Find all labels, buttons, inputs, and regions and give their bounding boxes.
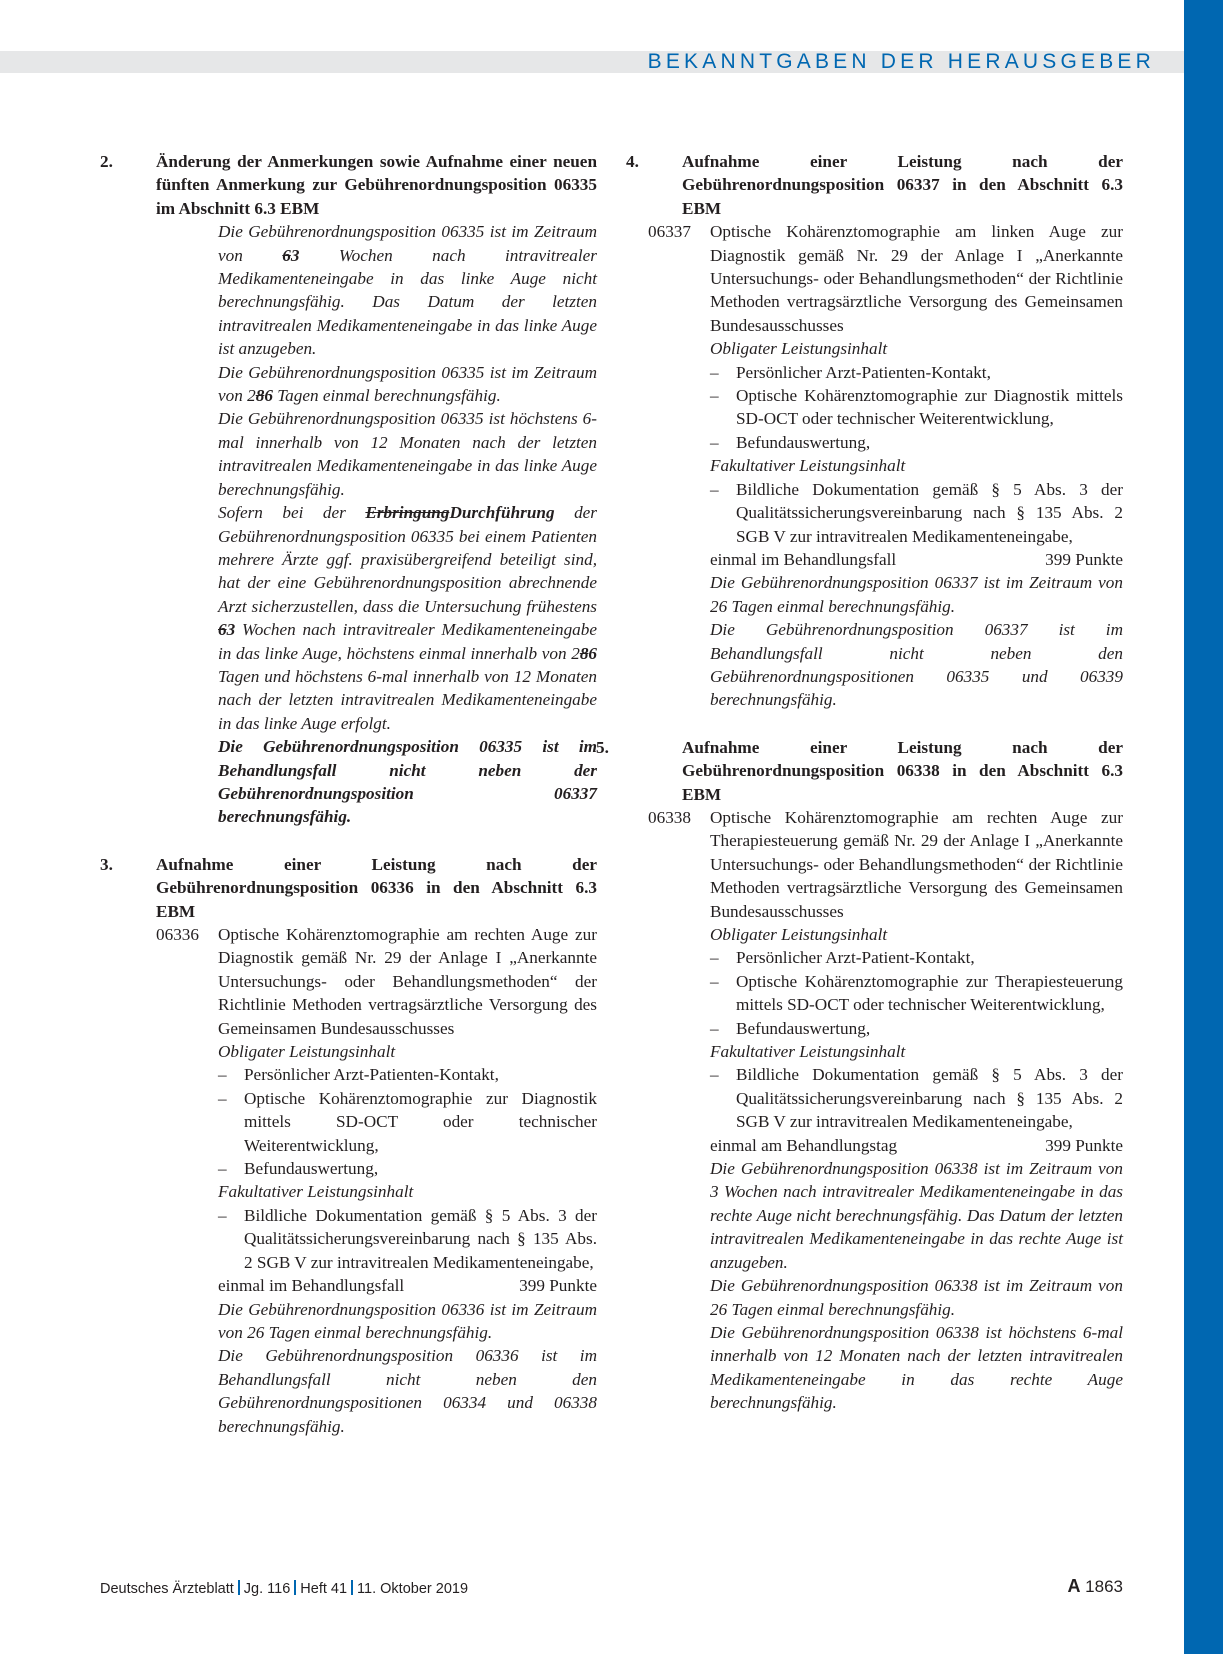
deleted-text: 8 <box>579 643 589 663</box>
fee-position-description: Optische Kohärenztomographie am linken Auge zur Diagnostik gemäß Nr. 29 der Anlage I „Anerkannte Untersuchungs- oder Behandlungsmethoden“ der Richtlinie Methoden vertragsärztliche Versorgung des Gemeinsamen Bundesausschusses <box>710 222 1123 335</box>
list-item: – Bildliche Dokumentation gemäß § 5 Abs. 3 der Qualitätssicherungsvereinbarung nach § 135 Abs. 2 SGB V zur intravitrealen Medikamenteneingabe, <box>218 1204 597 1274</box>
separator <box>351 1580 353 1595</box>
section-5 <box>596 736 1123 1415</box>
note-paragraph: Die Gebührenordnungsposition 06335 ist im Zeitraum von 63 Wochen nach intravitrealer Medikamenteneingabe in das linke Auge nicht berechnungsfähig. Das Datum der letzten intravitrealen Medikamenteneingabe in das linke Auge ist anzugeben. <box>218 222 597 359</box>
volume: Jg. 116 <box>243 1581 291 1597</box>
obligatory-content-label: Obligater Leistungsinhalt <box>710 925 888 944</box>
list-item: – Persönlicher Arzt-Patient-Kontakt, <box>710 946 1123 969</box>
fee-position-code: 06338 <box>648 807 691 827</box>
obligatory-content-label: Obligater Leistungsinhalt <box>218 1042 396 1062</box>
frequency-text: einmal im Behandlungsfall <box>218 1276 405 1296</box>
list-item: – Bildliche Dokumentation gemäß § 5 Abs. 3 der Qualitätssicherungsvereinbarung nach § 135 Abs. 2 SGB V zur intravitrealen Medikamenteneingabe, <box>710 1063 1123 1133</box>
list-item: – Bildliche Dokumentation gemäß § 5 Abs. 3 der Qualitätssicherungsvereinbarung nach § 135 Abs. 2 SGB V zur intravitrealen Medikamenteneingabe, <box>710 478 1123 548</box>
journal-name: Deutsches Ärzteblatt <box>100 1581 234 1597</box>
list-item: – Persönlicher Arzt-Patienten-Kontakt, <box>710 361 1123 384</box>
inserted-text: 3 <box>290 245 300 265</box>
fee-position-code: 06337 <box>648 222 691 242</box>
fee-position-description: Optische Kohärenztomographie am rechten Auge zur Diagnostik gemäß Nr. 29 der Anlage I „Anerkannte Untersuchungs- oder Behandlungsmethoden“ der Richtlinie Methoden vertragsärztliche Versorgung des Gemeinsamen Bundesausschusses <box>218 925 597 1038</box>
separator <box>294 1580 296 1595</box>
fee-position-entry <box>626 220 1123 337</box>
frequency-points-row <box>710 1134 1123 1157</box>
list-item: – Befundauswertung, <box>218 1157 597 1180</box>
section-number: 2. <box>100 152 113 171</box>
optional-content-label: Fakultativer Leistungsinhalt <box>710 456 906 476</box>
footer-citation <box>100 1580 468 1597</box>
fee-position-entry <box>626 806 1123 923</box>
fee-position-entry <box>100 923 597 1040</box>
issue-date: 11. Oktober 2019 <box>357 1581 469 1597</box>
note-paragraph: Die Gebührenordnungsposition 06336 ist im Zeitraum von 26 Tagen einmal berechnungsfähig. <box>218 1299 597 1342</box>
section-number: 3. <box>100 854 113 874</box>
list-item: – Optische Kohärenztomographie zur Diagnostik mittels SD-OCT oder technischer Weiterentwicklung, <box>710 384 1123 431</box>
points-value: 399 Punkte <box>519 1276 597 1296</box>
note-paragraph: Die Gebührenordnungsposition 06337 ist im Behandlungsfall nicht neben den Gebührenordnungspositionen 06335 und 06339 berechnungsfähig. <box>710 620 1123 710</box>
issue: Heft 41 <box>300 1581 348 1597</box>
deleted-text: 8 <box>255 386 265 406</box>
deleted-text: 6 <box>218 620 227 640</box>
separator <box>238 1580 240 1595</box>
frequency-text: einmal im Behandlungsfall <box>710 549 897 569</box>
list-item: – Optische Kohärenztomographie zur Therapiesteuerung mittels SD-OCT oder technischer Weiterentwicklung, <box>710 970 1123 1017</box>
note-paragraph: Sofern bei der ErbringungDurchführung der Gebührenordnungsposition 06335 bei einem Patienten mehrere Ärzte ggf. praxisübergreifend beteiligt sind, hat der eine Gebührenordnungsposition abrechnende Arzt sicherzustellen, dass die Untersuchung frühestens 63 Wochen nach intravitrealer Medikamenteneingabe in das linke Auge, höchstens einmal innerhalb von 286 Tagen und höchstens 6-mal innerhalb von 12 Monaten nach der letzten intravitrealen Medikamenteneingabe in das linke Auge erfolgt. <box>218 503 597 733</box>
page-prefix: A <box>1067 1576 1081 1596</box>
note-paragraph: Die Gebührenordnungsposition 06335 ist im Zeitraum von 286 Tagen einmal berechnungsfähig. <box>218 362 597 406</box>
page-number-value: 1863 <box>1085 1577 1123 1596</box>
page-number <box>1067 1576 1123 1597</box>
frequency-points-row <box>218 1274 597 1297</box>
note-paragraph: Die Gebührenordnungsposition 06338 ist höchstens 6-mal innerhalb von 12 Monaten nach der letzten intravitrealen Medikamenteneingabe in das rechte Auge berechnungsfähig. <box>710 1322 1123 1413</box>
section-title: Änderung der Anmerkungen sowie Aufnahme einer neuen fünften Anmerkung zur Gebührenordnungsposition 06335 im Abschnitt 6.3 EBM <box>156 152 597 218</box>
right-column <box>596 150 1123 1415</box>
fee-position-description: Optische Kohärenztomographie am rechten Auge zur Therapiesteuerung gemäß Nr. 29 der Anlage I „Anerkannte Untersuchungs- oder Behandlungsmethoden“ der Richtlinie Methoden vertragsärztliche Versorgung des Gemeinsamen Bundesausschusses <box>710 807 1123 921</box>
note-paragraph: Die Gebührenordnungsposition 06337 ist im Zeitraum von 26 Tagen einmal berechnungsfähig. <box>710 573 1123 616</box>
section-2 <box>100 150 597 829</box>
section-header-title: BEKANNTGABEN DER HERAUSGEBER <box>647 50 1155 73</box>
note-paragraph: Die Gebührenordnungsposition 06336 ist im Behandlungsfall nicht neben den Gebührenordnungspositionen 06334 und 06338 berechnungsfähig. <box>218 1346 597 1436</box>
frequency-text: einmal am Behandlungstag <box>710 1135 898 1155</box>
note-paragraph: Die Gebührenordnungsposition 06338 ist im Zeitraum von 3 Wochen nach intravitrealer Medikamenteneingabe in das rechte Auge nicht berechnungsfähig. Das Datum der letzten intravitrealen Medikamenteneingabe in das rechte Auge ist anzugeben. <box>710 1159 1123 1272</box>
section-title: Aufnahme einer Leistung nach der Gebührenordnungsposition 06336 in den Abschnitt 6.3 EBM <box>156 854 597 921</box>
deleted-text: 6 <box>282 245 291 265</box>
inserted-text: Durchführung <box>449 503 555 523</box>
section-title: Aufnahme einer Leistung nach der Gebührenordnungsposition 06337 in den Abschnitt 6.3 EBM <box>682 152 1123 218</box>
section-3 <box>100 853 597 1438</box>
list-item: – Befundauswertung, <box>710 431 1123 454</box>
optional-content-label: Fakultativer Leistungsinhalt <box>218 1182 414 1202</box>
fee-position-code: 06336 <box>156 925 199 944</box>
optional-content-label: Fakultativer Leistungsinhalt <box>710 1042 906 1062</box>
side-accent-bar <box>1184 0 1223 1654</box>
list-item: – Befundauswertung, <box>710 1017 1123 1040</box>
note-paragraph: Die Gebührenordnungsposition 06338 ist im Zeitraum von 26 Tagen einmal berechnungsfähig. <box>710 1276 1123 1319</box>
inserted-text: 6 <box>588 643 597 663</box>
list-item: – Optische Kohärenztomographie zur Diagnostik mittels SD-OCT oder technischer Weiterentwicklung, <box>218 1087 597 1157</box>
section-number: 5. <box>596 737 609 757</box>
inserted-text: 6 <box>264 386 273 406</box>
points-value: 399 Punkte <box>1045 1135 1123 1155</box>
section-4 <box>626 150 1123 712</box>
frequency-points-row <box>710 548 1123 571</box>
section-number: 4. <box>626 152 639 171</box>
note-paragraph: Die Gebührenordnungsposition 06335 ist höchstens 6-mal innerhalb von 12 Monaten nach der letzten intravitrealen Medikamenteneingabe in das linke Auge berechnungsfähig. <box>218 409 597 499</box>
points-value: 399 Punkte <box>1045 549 1123 569</box>
left-column <box>100 150 597 1438</box>
deleted-text: Erbringung <box>365 503 450 523</box>
list-item: – Persönlicher Arzt-Patienten-Kontakt, <box>218 1063 597 1086</box>
obligatory-content-label: Obligater Leistungsinhalt <box>710 339 888 359</box>
inserted-text: 3 <box>226 620 236 640</box>
section-title: Aufnahme einer Leistung nach der Gebührenordnungsposition 06338 in den Abschnitt 6.3 EBM <box>682 737 1123 804</box>
new-note-paragraph: Die Gebührenordnungsposition 06335 ist im Behandlungsfall nicht neben der Gebührenordnungsposition 06337 berechnungsfähig. <box>218 737 597 827</box>
